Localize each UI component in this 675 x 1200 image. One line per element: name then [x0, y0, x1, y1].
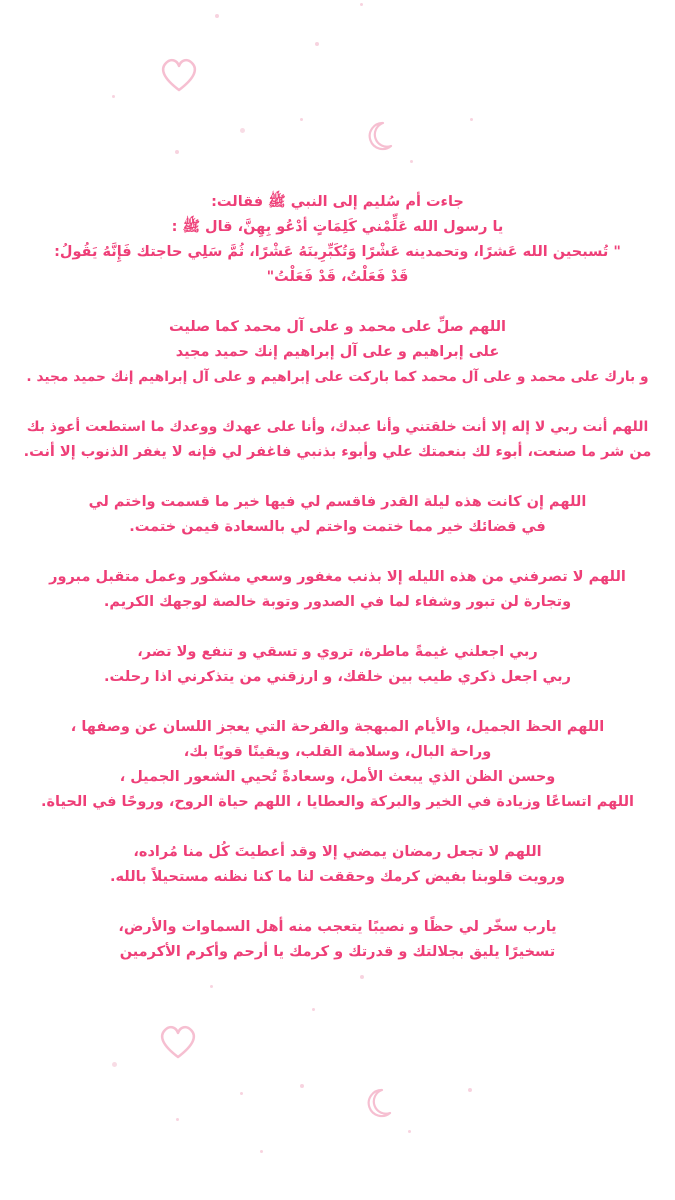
sparkle-dot — [315, 42, 319, 46]
sparkle-dot — [300, 1084, 304, 1088]
good-fortune-paragraph — [20, 715, 655, 815]
text-line: على إبراهيم و على آل إبراهيم إنك حميد مجيد — [175, 344, 500, 360]
sparkle-dot — [112, 95, 115, 98]
sparkle-dot — [470, 118, 473, 121]
text-line: يا رسول الله عَلِّمْني كَلِمَاتٍ أدْعُو بِهِنَّ، قال ﷺ : — [171, 219, 504, 235]
sparkle-dot — [240, 128, 245, 133]
forgiveness-paragraph — [20, 565, 655, 615]
hadith-paragraph — [20, 190, 655, 290]
text-line: وتجارة لن تبور وشفاء لما في الصدور وتوبة خالصة لوجهك الكريم. — [103, 594, 572, 610]
text-line: تسخيرًا يليق بجلالتك و قدرتك و كرمك يا أرحم وأكرم الأكرمين — [119, 944, 556, 960]
text-line: ربي اجعل ذكري طيب بين خلقك، و ارزقني من يتذكرني اذا رحلت. — [104, 669, 571, 685]
closing-paragraph — [20, 915, 655, 965]
text-line: وراحة البال، وسلامة القلب، ويقينًا قويًا بك، — [183, 744, 492, 760]
text-line: في قضائك خير مما ختمت واختم لي بالسعادة فيمن ختمت. — [129, 519, 546, 535]
text-line: يارب سخّر لي حظًا و نصيبًا يتعجب منه أهل السماوات والأرض، — [118, 919, 557, 935]
text-line: اللهم الحظ الجميل، والأيام المبهجة والفرحة التي يعجز اللسان عن وصفها ، — [70, 719, 605, 735]
sparkle-dot — [408, 1130, 411, 1133]
sparkle-dot — [300, 118, 303, 121]
text-line: من شر ما صنعت، أبوء لك بنعمتك علي وأبوء بذنبي فاغفر لي فإنه لا يغفر الذنوب إلا أنت. — [23, 444, 652, 460]
heart-outline-icon — [158, 55, 200, 95]
rain-cloud-paragraph — [20, 640, 655, 690]
sparkle-dot — [468, 1088, 472, 1092]
text-line: اللهم أنت ربي لا إله إلا أنت خلقتني وأنا عبدك، وأنا على عهدك ووعدك ما استطعت أعوذ بك — [26, 419, 649, 435]
text-line: اللهم اتساعًا وزيادة في الخير والبركة والعطايا ، اللهم حياة الروح، وروحًا في الحياة. — [40, 794, 635, 810]
sparkle-dot — [410, 160, 413, 163]
sparkle-dot — [176, 1118, 179, 1121]
text-line: قَدْ فَعَلْتُ، قَدْ فَعَلْتُ" — [266, 269, 409, 285]
text-line: و بارك على محمد و على آل محمد كما باركت على إبراهيم و على آل إبراهيم إنك حميد مجيد . — [26, 369, 649, 385]
text-line: " تُسبحين الله عَشرًا، وتحمدينه عَشْرًا وَتُكَبِّرِينَهُ عَشْرًا، ثُمَّ سَلِي حاجتك فَإِنَّهُ يَقُولُ: — [54, 244, 621, 260]
sparkle-dot — [360, 3, 363, 6]
laylat-alqadr-paragraph — [20, 490, 655, 540]
sparkle-dot — [260, 1150, 263, 1153]
sparkle-dot — [112, 1062, 117, 1067]
text-line: وحسن الظن الذي يبعث الأمل، وسعادةً تُحيي الشعور الجميل ، — [119, 769, 556, 785]
dua-text-block — [20, 190, 655, 990]
crescent-moon-icon — [365, 120, 395, 152]
sparkle-dot — [215, 14, 219, 18]
salawat-paragraph — [20, 315, 655, 390]
text-line: اللهم صلِّ على محمد و على آل محمد كما صليت — [168, 319, 507, 335]
ramadan-paragraph — [20, 840, 655, 890]
text-line: اللهم إن كانت هذه ليلة القدر فاقسم لي فيها خير ما قسمت واختم لي — [88, 494, 587, 510]
sparkle-dot — [312, 1008, 315, 1011]
sayyid-istighfar-paragraph — [20, 415, 655, 465]
text-line: ربي اجعلني غيمةً ماطرة، تروي و تسقي و تنفع ولا تضر، — [137, 644, 538, 660]
sparkle-dot — [175, 150, 179, 154]
text-line: ورويت قلوبنا بفيض كرمك وحققت لنا ما كنا نظنه مستحيلاً بالله. — [109, 869, 566, 885]
heart-outline-icon — [157, 1022, 199, 1062]
text-line: جاءت أم سُليم إلى النبي ﷺ فقالت: — [211, 194, 464, 210]
text-line: اللهم لا تجعل رمضان يمضي إلا وقد أعطيتَ كُل منا مُراده، — [133, 844, 542, 860]
sparkle-dot — [240, 1092, 243, 1095]
crescent-moon-icon — [364, 1087, 394, 1119]
text-line: اللهم لا تصرفني من هذه الليله إلا بذنب مغفور وسعي مشكور وعمل متقبل مبرور — [49, 569, 626, 585]
